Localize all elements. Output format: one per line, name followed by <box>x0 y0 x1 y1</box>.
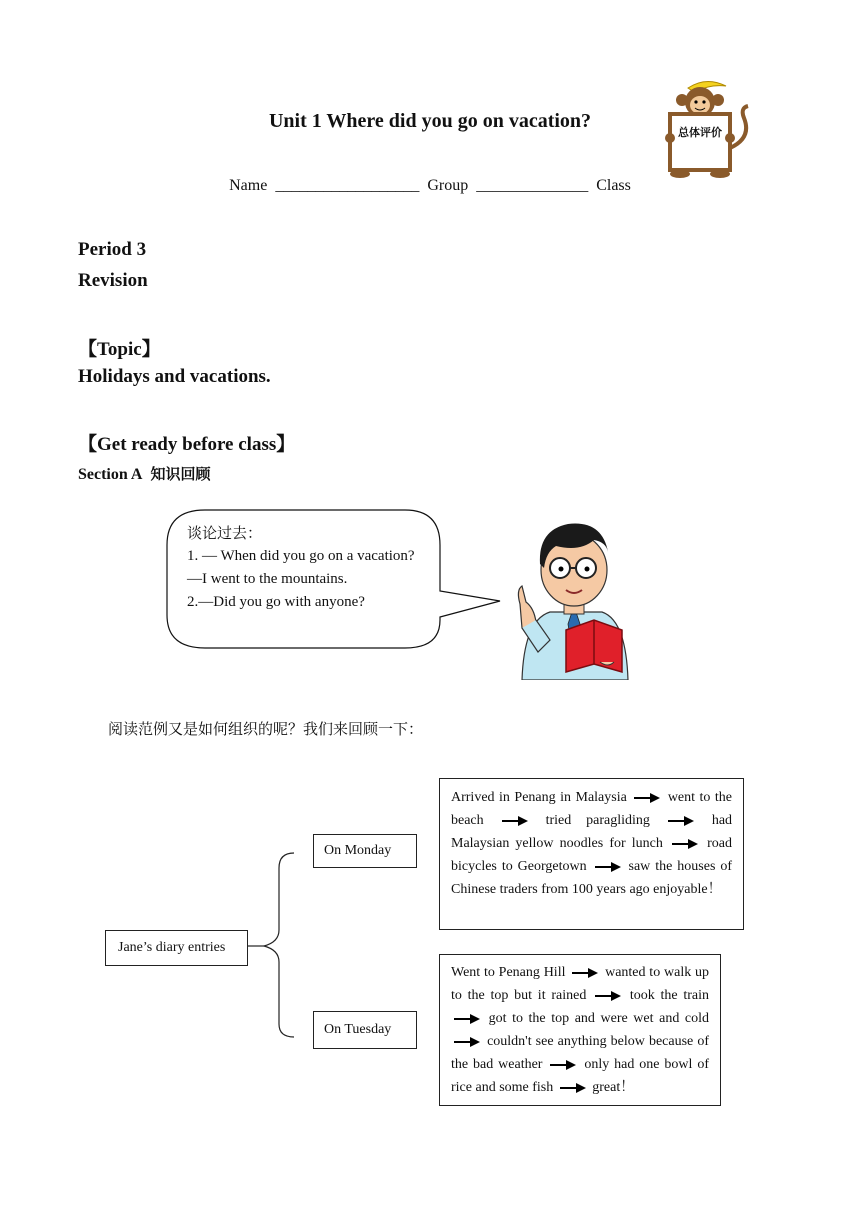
arrow-right-icon <box>668 816 694 826</box>
tuesday-detail-text <box>451 961 709 1099</box>
tuesday-label: On Tuesday <box>324 1022 392 1037</box>
arrow-right-icon <box>672 839 698 849</box>
monday-detail-text <box>451 786 732 901</box>
bubble-line-4: 2.—Did you go with anyone? <box>187 594 365 610</box>
name-group-class-line: Name __________________ Group ______________ Class <box>229 177 631 194</box>
monday-step-6: saw the houses of Chinese traders from 100 years ago enjoyable！ <box>451 859 733 897</box>
monday-box <box>313 834 417 868</box>
page-title: Unit 1 Where did you go on vacation? <box>268 110 592 132</box>
diary-root-label: Jane’s diary entries <box>118 940 226 955</box>
get-ready-heading: 【Get ready before class】 <box>78 434 296 455</box>
section-a-label: Section A <box>78 466 143 483</box>
arrow-right-icon <box>502 816 528 826</box>
tuesday-box <box>313 1011 417 1049</box>
arrow-right-icon <box>595 862 621 872</box>
arrow-right-icon <box>560 1083 586 1093</box>
tuesday-step-6: only had one bowl of rice and some fish <box>451 1057 710 1095</box>
badge-label: 总体评价 <box>678 126 722 139</box>
arrow-right-icon <box>572 968 598 978</box>
arrow-right-icon <box>454 1037 480 1047</box>
section-a-heading <box>78 463 210 484</box>
topic-text: Holidays and vacations. <box>78 366 271 387</box>
monday-step-4: had Malaysian yellow noodles for lunch <box>451 813 733 851</box>
monday-step-3: tried paragliding <box>545 813 650 828</box>
bubble-text <box>187 522 419 614</box>
bubble-line-1: 谈论过去： <box>187 524 263 542</box>
instruction-text: 阅读范例又是如何组织的呢？我们来回顾一下： <box>108 720 424 738</box>
section-a-label-cn: 知识回顾 <box>150 465 211 483</box>
tuesday-step-5: couldn't see anything below because of the bad weather <box>451 1034 709 1072</box>
bubble-line-3: —I went to the mountains. <box>187 571 348 587</box>
tuesday-step-3: took the train <box>629 988 710 1003</box>
arrow-right-icon <box>634 793 660 803</box>
monkey-badge <box>660 78 756 180</box>
topic-heading: 【Topic】 <box>78 339 161 360</box>
monday-step-2: went to the beach <box>451 790 732 828</box>
diary-root-box <box>105 930 248 966</box>
teacher-illustration <box>510 512 635 680</box>
revision-label: Revision <box>78 270 148 291</box>
monday-step-5: road bicycles to Georgetown <box>451 836 733 874</box>
period-label: Period 3 <box>78 239 147 260</box>
tuesday-step-1: Went to Penang Hill <box>451 965 566 980</box>
arrow-right-icon <box>595 991 621 1001</box>
monday-label: On Monday <box>324 843 392 858</box>
bubble-line-2: 1. — When did you go on a vacation? <box>187 548 415 564</box>
tuesday-step-4: got to the top and were wet and cold <box>488 1011 710 1026</box>
diagram-brace <box>246 850 316 1040</box>
tuesday-step-2: wanted to walk up to the top but it rained <box>451 965 709 1003</box>
monday-step-1: Arrived in Penang in Malaysia <box>451 790 627 805</box>
arrow-right-icon <box>550 1060 576 1070</box>
tuesday-step-7: great！ <box>592 1080 635 1095</box>
arrow-right-icon <box>454 1014 480 1024</box>
